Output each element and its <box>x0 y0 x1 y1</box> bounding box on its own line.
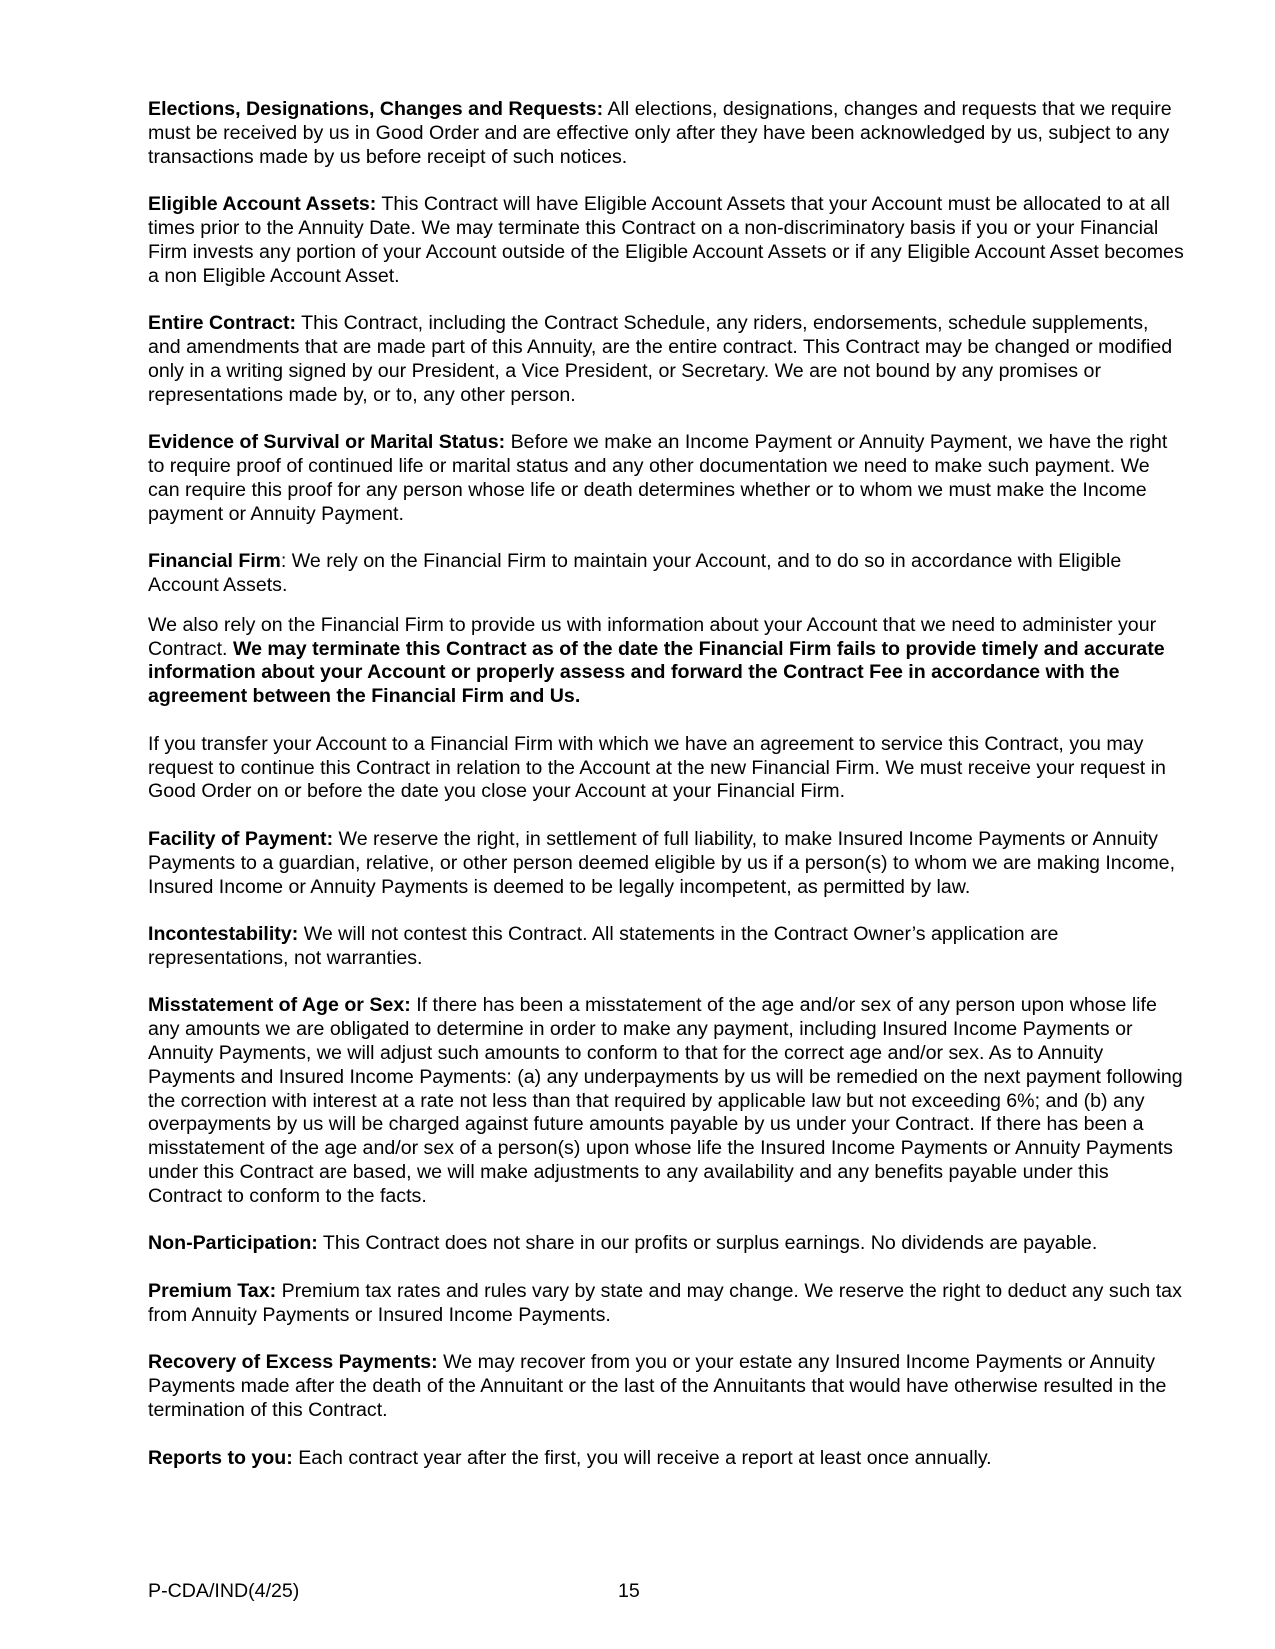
section-title: Non-Participation: <box>148 1232 318 1255</box>
section-text: Before we make an Income Payment or Annuity Payment, we have the right to require proof of continued life or marital status and any other documentation we need to make such payment. We can require this proof for any person whose life or death determines whether or to whom we must make the Income payment or Annuity Payment. <box>148 431 1168 525</box>
section-reports-to-you <box>148 1447 1184 1471</box>
section-title: Misstatement of Age or Sex: <box>148 994 411 1017</box>
section-text: This Contract does not share in our profits or surplus earnings. No dividends are payable. <box>317 1232 1098 1255</box>
section-title: Reports to you: <box>148 1446 293 1469</box>
section-incontestability <box>148 923 1184 971</box>
section-facility-of-payment <box>148 828 1184 899</box>
section-title: Facility of Payment: <box>148 827 334 850</box>
section-title: Elections, Designations, Changes and Requests: <box>148 98 604 120</box>
section-text: We reserve the right, in settlement of full liability, to make Insured Income Payments or Annuity Payments to a guardian, relative, or other person deemed eligible by us if a person(s) to whom we are making Income, Insured Income or Annuity Payments is deemed to be legally incompetent, as permitted by law. <box>148 827 1176 898</box>
section-misstatement <box>148 994 1184 1208</box>
section-title: Financial Firm <box>148 550 281 573</box>
section-title: Incontestability: <box>148 923 299 946</box>
paragraph-bold-text: We may terminate this Contract as of the date the Financial Firm fails to provide timely and accurate information about your Account or properly assess and forward the Contract Fee in accordance with the agreement between the Financial Firm and Us. <box>148 637 1165 708</box>
section-non-participation <box>148 1232 1184 1256</box>
financial-firm-paragraph-3: If you transfer your Account to a Financial Firm with which we have an agreement to service this Contract, you may request to continue this Contract in relation to the Account at the new Financial Firm. We must receive your request in Good Order on or before the date you close your Account at your Financial Firm. <box>148 732 1166 803</box>
financial-firm-paragraph-2 <box>148 614 1184 709</box>
footer-page-number: 15 <box>618 1580 640 1602</box>
section-financial-firm <box>148 550 1184 598</box>
section-entire-contract <box>148 312 1184 407</box>
section-text: All elections, designations, changes and requests that we require must be received by us in Good Order and are effective only after they have been acknowledged by us, subject to any transactions made by us before receipt of such notices. <box>148 98 1172 168</box>
section-text: Each contract year after the first, you will receive a report at least once annually. <box>292 1446 992 1469</box>
section-text: Premium tax rates and rules vary by state and may change. We reserve the right to deduct any such tax from Annuity Payments or Insured Income Payments. <box>148 1280 1182 1326</box>
section-eligible-account-assets <box>148 193 1184 288</box>
section-title: Premium Tax: <box>148 1280 277 1303</box>
section-text: This Contract will have Eligible Account Assets that your Account must be allocated to at all times prior to the Annuity Date. We may terminate this Contract on a non-discriminatory basis if you or your Financial Firm invests any portion of your Account outside of the Eligible Account Assets or if any Eligible Account Asset becomes a non Eligible Account Asset. <box>148 193 1184 287</box>
section-text: : We rely on the Financial Firm to maintain your Account, and to do so in accordance with Eligible Account Assets. <box>148 550 1122 596</box>
footer-form-code: P-CDA/IND(4/25) <box>148 1580 300 1602</box>
section-elections <box>148 98 1184 169</box>
section-title: Entire Contract: <box>148 312 297 335</box>
page-body <box>148 98 1184 1494</box>
section-title: Evidence of Survival or Marital Status: <box>148 431 506 454</box>
section-text: We will not contest this Contract. All statements in the Contract Owner’s application are representations, not warranties. <box>148 923 1059 969</box>
section-premium-tax <box>148 1280 1184 1328</box>
section-text: This Contract, including the Contract Schedule, any riders, endorsements, schedule supplements, and amendments that are made part of this Annuity, are the entire contract. This Contract may be changed or modified only in a writing signed by our President, a Vice President, or Secretary. We are not bound by any promises or representations made by, or to, any other person. <box>148 312 1173 406</box>
section-text: If there has been a misstatement of the age and/or sex of any person upon whose life any amounts we are obligated to determine in order to make any payment, including Insured Income Payments or Annuity Payments, we will adjust such amounts to conform to that for the correct age and/or sex. As to Annuity Payments and Insured Income Payments: (a) any underpayments by us will be remedied on the next payment following the correction with interest at a rate not less than that required by applicable law but not exceeding 6%; and (b) any overpayments by us will be charged against future amounts payable by us under your Contract. If there has been a misstatement of the age and/or sex of a person(s) upon whose life the Insured Income Payments or Annuity Payments under this Contract are based, we will make adjustments to any availability and any benefits payable under this Contract to conform to the facts. <box>148 994 1183 1207</box>
section-text: We may recover from you or your estate any Insured Income Payments or Annuity Payments made after the death of the Annuitant or the last of the Annuitants that would have otherwise resulted in the termination of this Contract. <box>148 1351 1167 1422</box>
section-title: Eligible Account Assets: <box>148 193 377 216</box>
section-title: Recovery of Excess Payments: <box>148 1351 438 1374</box>
section-recovery-of-excess-payments <box>148 1351 1184 1422</box>
paragraph-text: We also rely on the Financial Firm to provide us with information about your Account that we need to administer your Contract. <box>148 613 1157 660</box>
section-evidence-of-survival <box>148 431 1184 526</box>
